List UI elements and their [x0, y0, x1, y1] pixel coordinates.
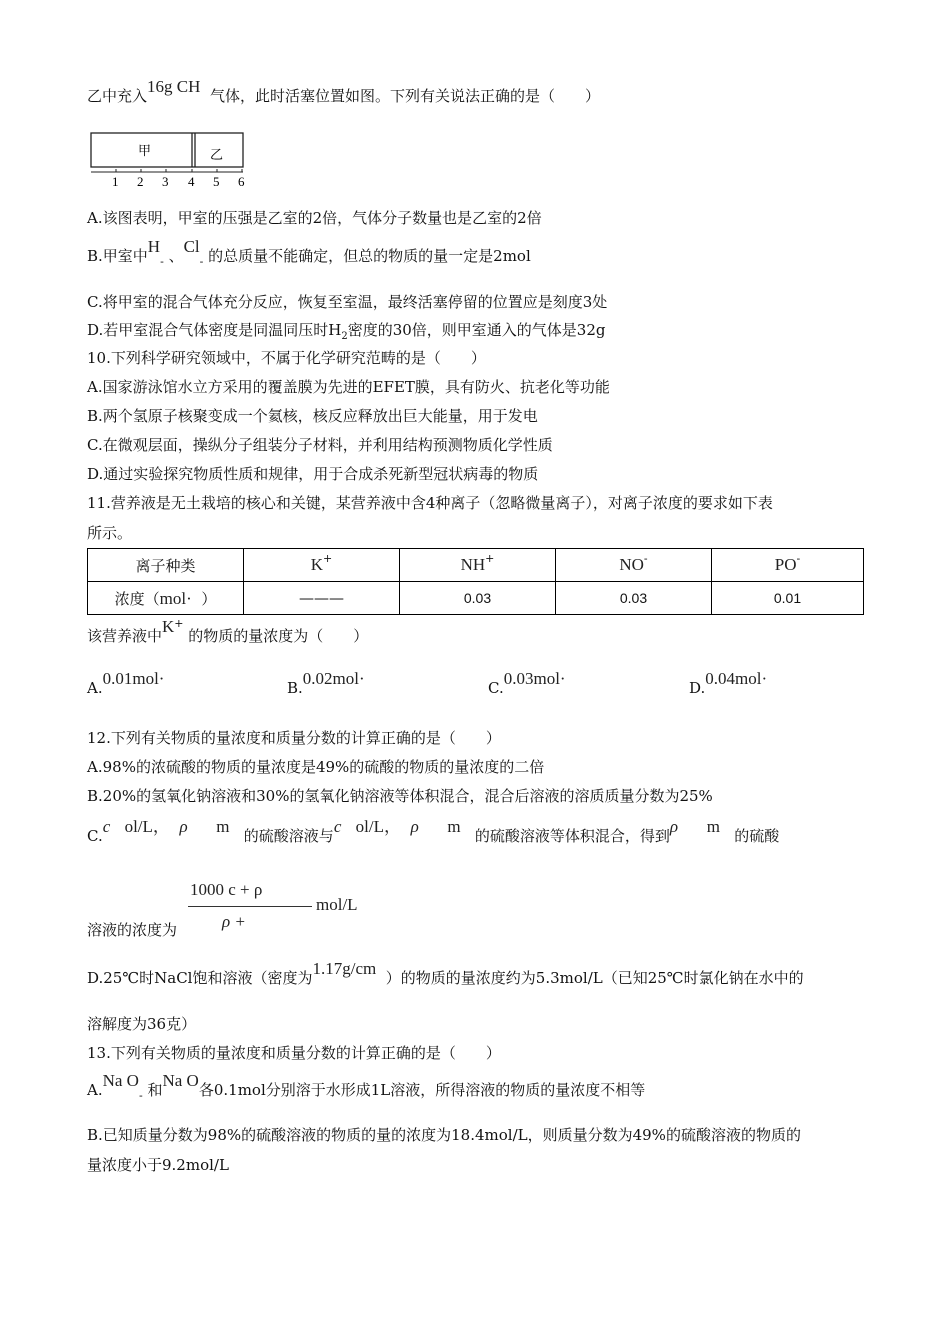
q11-option-a	[87, 669, 165, 698]
q11-d-value: 0.04mol·	[705, 669, 768, 688]
q9-b-sep: 、	[168, 247, 184, 265]
q13-option-b-line2: 量浓度小于9.2mol/L	[87, 1156, 229, 1174]
q10-stem: 10.下列科学研究领域中，不属于化学研究范畴的是（ ）	[87, 349, 486, 367]
q12-c-math-4: m	[216, 817, 230, 836]
q9-d-suffix: 密度的30倍，则甲室通入的气体是32g	[347, 321, 606, 339]
q12-c-math-6: ol/L，	[355, 817, 402, 836]
q12-c-text-1: 的硫酸溶液与	[243, 827, 334, 845]
q11-d-label: D.	[689, 679, 706, 697]
q12-c-math-10: m	[706, 817, 720, 836]
header-k: K+	[244, 549, 400, 582]
table-row	[88, 582, 864, 615]
intro-suffix: 气体，此时活塞位置如图。下列有关说法正确的是（ ）	[209, 87, 600, 105]
q11-b-value: 0.02mol·	[302, 669, 365, 688]
q13-a-text: 各0.1mol分别溶于水形成1L溶液，所得溶液的物质的量浓度不相等	[198, 1081, 646, 1099]
q12-c-text-2: 的硫酸溶液等体积混合，得到	[474, 827, 670, 845]
header-po4-formula: PO	[774, 555, 797, 574]
q11-c-value: 0.03mol·	[503, 669, 566, 688]
q12-fraction-bar	[188, 906, 312, 907]
q11-question-suffix: 的物质的量浓度为（ ）	[188, 627, 369, 645]
header-k-formula: K	[310, 555, 324, 574]
q12-fraction-numerator: 1000 c + ρ	[190, 880, 263, 899]
ion-concentration-table	[87, 548, 864, 615]
q12-option-a: A.98%的浓硫酸的物质的量浓度是49%的硫酸的物质的量浓度的二倍	[87, 758, 545, 776]
q11-option-b	[287, 669, 365, 698]
q9-d-subscript: 2	[341, 331, 348, 342]
header-ion-type: 离子种类	[88, 549, 244, 582]
q10-option-a: A.国家游泳馆水立方采用的覆盖膜为先进的EFET膜，具有防火、抗老化等功能	[87, 378, 610, 396]
q9-option-c: C.将甲室的混合气体充分反应，恢复至室温，最终活塞停留的位置应是刻度3处	[87, 293, 608, 311]
q9-b-suffix: 的总质量不能确定，但总的物质的量一定是2mol	[208, 247, 531, 265]
header-no3: NO-	[556, 549, 712, 582]
q12-d-prefix: D.25℃时NaCl饱和溶液（密度为	[87, 969, 313, 987]
q12-c-math-9: ρ	[669, 817, 679, 836]
q12-c-math-2: ol/L，	[124, 817, 170, 836]
q13-a-and: 和	[147, 1081, 163, 1099]
intro-prefix: 乙中充入	[87, 87, 148, 105]
q9-option-d	[87, 320, 606, 347]
q9-d-prefix: D.若甲室混合气体密度是同温同压时H	[87, 321, 342, 339]
q12-c-label: C.	[87, 827, 103, 845]
row-label-concentration	[88, 582, 244, 615]
q12-option-b: B.20%的氢氧化钠溶液和30%的氢氧化钠溶液等体积混合，混合后溶液的溶质质量分数为25%	[87, 787, 713, 805]
q10-option-b: B.两个氢原子核聚变成一个氦核，核反应释放出巨大能量，用于发电	[87, 407, 538, 425]
q12-c-math-5: c	[333, 817, 342, 836]
q10-option-c: C.在微观层面，操纵分子组装分子材料，并利用结构预测物质化学性质	[87, 436, 553, 454]
cell-po4-value: 0.01	[712, 582, 864, 615]
q12-stem: 12.下列有关物质的量浓度和质量分数的计算正确的是（ ）	[87, 729, 501, 747]
piston-diagram	[88, 128, 258, 192]
q13-a-label: A.	[87, 1081, 103, 1099]
q9-b-formula-h: H	[147, 237, 161, 256]
row-label-suffix: ）	[201, 589, 217, 608]
header-no3-formula: NO	[619, 555, 644, 574]
q12-fraction-denominator: ρ +	[222, 912, 246, 931]
tick-label-2: 2	[137, 174, 144, 189]
intro-formula: 16g CH	[147, 77, 201, 96]
tick-label-1: 1	[112, 174, 119, 189]
q11-question-prefix: 该营养液中	[87, 627, 163, 645]
tick-label-6: 6	[238, 174, 245, 189]
q12-d-line2: 溶解度为36克）	[87, 1015, 197, 1033]
q12-c-line2: 溶液的浓度为	[87, 921, 178, 939]
q9-b-prefix: B.甲室中	[87, 247, 148, 265]
chamber-label-yi: 乙	[210, 148, 224, 163]
q10-option-d: D.通过实验探究物质性质和规律，用于合成杀死新型冠状病毒的物质	[87, 465, 539, 483]
q11-a-value: 0.01mol·	[102, 669, 165, 688]
row-label-prefix: 浓度（	[114, 589, 160, 608]
q12-option-c	[87, 817, 780, 846]
chamber-label-jia: 甲	[138, 144, 152, 159]
q13-a-formula-1: Na O	[102, 1071, 139, 1090]
q11-option-d	[689, 669, 768, 698]
q11-question-ion: K	[162, 617, 175, 636]
q11-question: 该营养液中K+ 的物质的量浓度为（ ）	[87, 617, 369, 645]
q12-c-math-3: ρ	[179, 817, 188, 836]
q12-d-formula: 1.17g/cm	[312, 959, 377, 978]
q9-b-formula-cl: Cl	[183, 237, 200, 256]
cell-nh4-value: 0.03	[400, 582, 556, 615]
q11-a-label: A.	[87, 679, 103, 697]
q12-c-math-1: c	[102, 817, 111, 836]
tick-label-3: 3	[162, 174, 169, 189]
q9-option-b: B.甲室中$H_-$ 、$Cl_-$ 的总质量不能确定，但总的物质的量一定是2mol	[87, 237, 531, 268]
header-nh4-formula: NH	[460, 555, 486, 574]
row-label-unit: mol·	[159, 588, 192, 608]
q12-fraction-unit: mol/L	[316, 895, 358, 914]
q11-stem-line1: 11.营养液是无土栽培的核心和关键，某营养液中含4种离子（忽略微量离子），对离子浓度的要求如下表	[87, 494, 773, 512]
intro-line	[87, 77, 600, 106]
header-nh4: NH+	[400, 549, 556, 582]
tick-label-5: 5	[213, 174, 220, 189]
q11-c-label: C.	[488, 679, 504, 697]
q11-stem-line2: 所示。	[87, 524, 133, 542]
q9-option-a: A.该图表明，甲室的压强是乙室的2倍，气体分子数量也是乙室的2倍	[87, 209, 542, 227]
q13-option-a: A.Na $O_-$ 和Na O各0.1mol分别溶于水形成1L溶液，所得溶液的物质的量浓度不相等	[87, 1071, 646, 1102]
cell-k-value: ———	[244, 582, 400, 615]
q13-option-b-line1: B.已知质量分数为98%的硫酸溶液的物质的量的浓度为18.4mol/L，则质量分数为49%的硫酸溶液的物质的	[87, 1126, 801, 1144]
q12-option-d	[87, 959, 804, 988]
table-header-row	[88, 549, 864, 582]
q11-option-c	[488, 669, 566, 698]
cell-no3-value: 0.03	[556, 582, 712, 615]
q12-c-math-7: ρ	[410, 817, 419, 836]
q12-c-text-3: 的硫酸	[734, 827, 780, 845]
q12-d-suffix: ）的物质的量浓度约为5.3mol/L（已知25℃时氯化钠在水中的	[385, 969, 804, 987]
q13-a-formula-2: Na O	[162, 1071, 199, 1090]
q11-b-label: B.	[287, 679, 303, 697]
q13-stem: 13.下列有关物质的量浓度和质量分数的计算正确的是（ ）	[87, 1044, 501, 1062]
header-po4: PO-	[712, 549, 864, 582]
q12-c-math-8: m	[447, 817, 461, 836]
tick-label-4: 4	[188, 174, 195, 189]
